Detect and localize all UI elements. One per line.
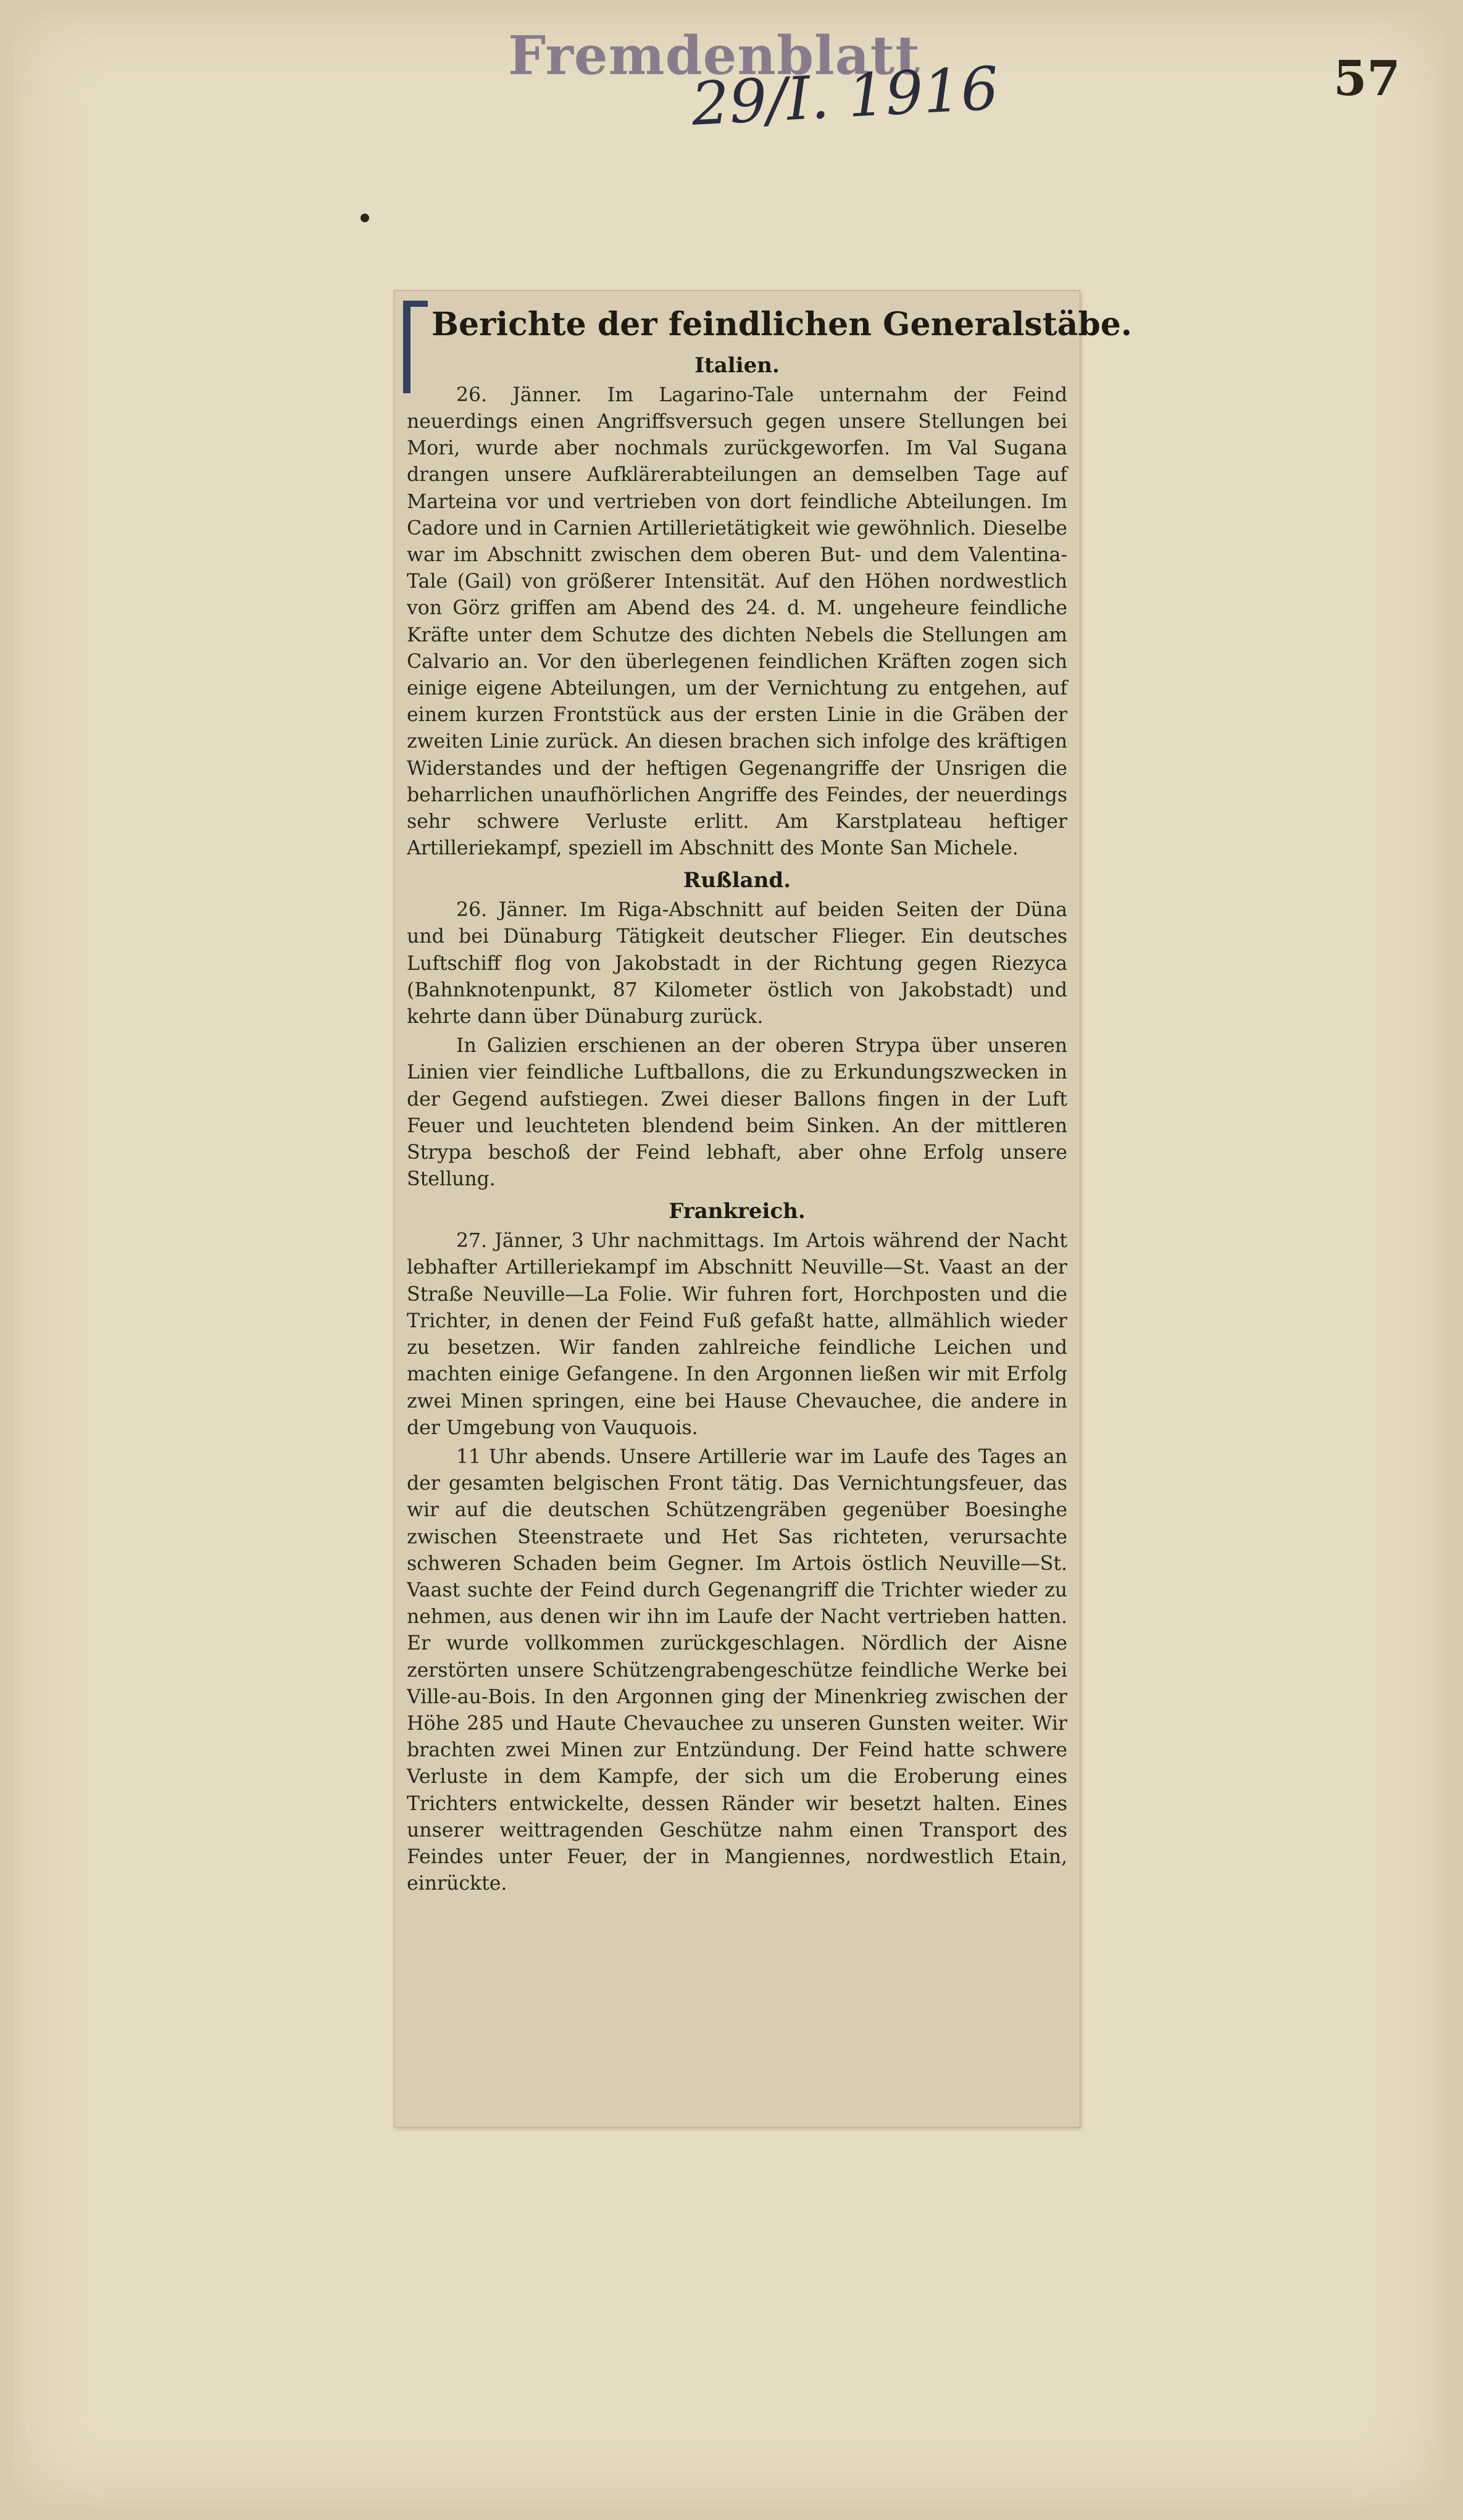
report-paragraph: 27. Jänner, 3 Uhr nachmittags. Im Artois während der Nacht lebhafter Artilleriekampf im Abschnitt Neuville—St. Vaast an der Straße Neuville—La Folie. Wir fuhren fort, Horchposten und die Trichter, in denen der Feind Fuß gefaßt hatte, allmählich wieder zu besetzen. Wir fanden zahlreiche feindliche Leichen und machten einige Gefangene. In den Argonnen ließen wir mit Erfolg zwei Minen springen, eine bei Hause Chevauchee, die andere in der Umgebung von Vauquois. (407, 1230, 1067, 1439)
section-frankreich (407, 1199, 1067, 1897)
newspaper-stamp: Fremdenblatt (508, 25, 920, 87)
punch-hole (361, 214, 369, 222)
section-italien (407, 353, 1067, 862)
section-russland (407, 868, 1067, 1193)
report-paragraph: In Galizien erschienen an der oberen Strypa über unseren Linien vier feindliche Luftballons, die zu Erkundungszwecken in der Gegend aufstiegen. Zwei dieser Ballons fingen in der Luft Feuer und leuchteten blendend beim Sinken. An der mittleren Strypa beschoß der Feind lebhaft, aber ohne Erfolg unsere Stellung. (407, 1035, 1067, 1191)
newspaper-clipping (394, 290, 1132, 2127)
blue-pencil-bracket (403, 301, 411, 393)
section-heading: Rußland. (683, 868, 791, 893)
handwritten-date: 29/I. 1916 (690, 54, 1001, 139)
article-headline: Berichte der feindlichen Generalstäbe. (431, 306, 1132, 343)
report-paragraph: 26. Jänner. Im Riga-Abschnitt auf beiden Seiten der Düna und bei Dünaburg Tätigkeit deutscher Flieger. Ein deutsches Luftschiff flog von Jakobstadt in der Richtung gegen Riezyca (Bahnknotenpunkt, 87 Kilometer östlich von Jakobstadt) und kehrte dann über Dünaburg zurück. (407, 899, 1067, 1028)
report-paragraph: 11 Uhr abends. Unsere Artillerie war im Laufe des Tages an der gesamten belgischen Front tätig. Das Vernichtungsfeuer, das wir auf die deutschen Schützengräben gegenüber Boesinghe zwischen Steenstraete und Het Sas richteten, verursachte schweren Schaden beim Gegner. Im Artois östlich Neuville—St. Vaast suchte der Feind durch Gegenangriff die Trichter wieder zu nehmen, aus denen wir ihn im Laufe der Nacht vertrieben hatten. Er wurde vollkommen zurückgeschlagen. Nördlich der Aisne zerstörten unsere Schützengrabengeschütze feindliche Werke bei Ville-au-Bois. In den Argonnen ging der Minenkrieg zwischen der Höhe 285 und Haute Chevauchee zu unseren Gunsten weiter. Wir brachten zwei Minen zur Entzündung. Der Feind hatte schwere Verluste in dem Kampfe, der sich um die Eroberung eines Trichters entwickelte, dessen Ränder wir besetzt halten. Eines unserer weittragenden Geschütze nahm einen Transport des Feindes unter Feuer, der in Mangiennes, nordwestlich Etain, einrückte. (407, 1445, 1067, 1895)
page-number: 57 (1333, 51, 1401, 107)
section-heading: Italien. (694, 353, 780, 378)
section-heading: Frankreich. (669, 1199, 806, 1224)
report-paragraph: 26. Jänner. Im Lagarino-Tale unternahm der Feind neuerdings einen Angriffsversuch gegen unsere Stellungen bei Mori, wurde aber nochmals zurückgeworfen. Im Val Sugana drangen unsere Aufklärerabteilungen an demselben Tage auf Marteina vor und vertrieben von dort feindliche Abteilungen. Im Cadore und in Carnien Artillerietätigkeit wie gewöhnlich. Dieselbe war im Abschnitt zwischen dem oberen But- und dem Valentina-Tale (Gail) von größerer Intensität. Auf den Höhen nordwestlich von Görz griffen am Abend des 24. d. M. ungeheure feindliche Kräfte unter dem Schutze des dichten Nebels die Stellungen am Calvario an. Vor den überlegenen feindlichen Kräften zogen sich einige eigene Abteilungen, um der Vernichtung zu entgehen, auf einem kurzen Frontstück aus der ersten Linie in die Gräben der zweiten Linie zurück. An diesen brachen sich infolge des kräftigen Widerstandes und der heftigen Gegenangriffe der Unsrigen die beharrlichen unaufhörlichen Angriffe des Feindes, der neuerdings sehr schwere Verluste erlitt. Am Karstplateau heftiger Artilleriekampf, speziell im Abschnitt des Monte San Michele. (407, 383, 1067, 860)
